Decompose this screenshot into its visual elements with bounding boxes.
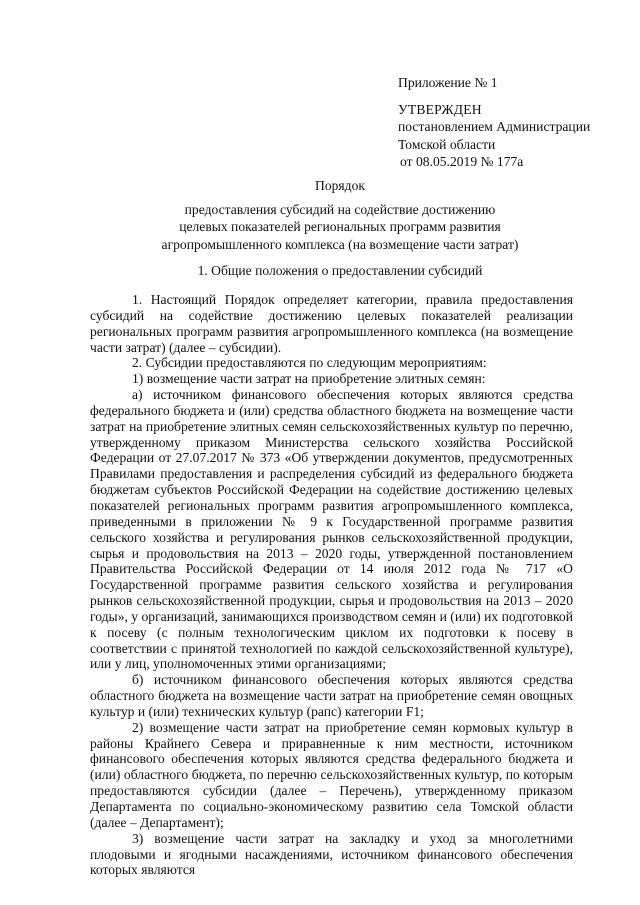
title-line-3: агропромышленного комплекса (на возмещение части затрат) — [161, 237, 519, 253]
title-line-1: предоставления субсидий на содействие достижению — [184, 201, 496, 217]
title-word: Порядок — [315, 178, 365, 193]
approved-label: УТВЕРЖДЕН — [398, 101, 482, 117]
paragraph-3: 1) возмещение части затрат на приобретение элитных семян: — [132, 371, 486, 387]
paragraph-1: 1. Настоящий Порядок определяет категории, правила предоставления субсидий на содействие достижению целевых показателей реализации региональных программ развития агропромышленного комплекса (на возмещение части затрат) (далее – субсидии). — [90, 292, 573, 355]
approval-date: от 08.05.2019 № 177а — [400, 154, 524, 169]
section-heading: 1. Общие положения о предоставлении субсидий — [197, 263, 483, 278]
paragraph-5: б) источником финансового обеспечения которых являются средства областного бюджета на возмещение части затрат на приобретение семян овощных культур и (или) технических культур (рапс) категории F1; — [90, 672, 573, 719]
paragraph-2: 2. Субсидии предоставляются по следующим мероприятиям: — [132, 355, 487, 371]
body-text — [90, 292, 573, 878]
title-line-2: целевых показателей региональных программ развития — [179, 219, 501, 235]
paragraph-4: а) источником финансового обеспечения которых являются средства федерального бюджета и (или) средства областного бюджета на возмещение части затрат на приобретение элитных семян сельскохозяйственных культур по перечню, утвержденному приказом Министерства сельского хозяйства Российской Федерации от 27.07.2017 № 373 «Об утверждении документов, предусмотренных Правилами предоставления и распределения субсидий из федерального бюджета бюджетам субъектов Российской Федерации на содействие достижению целевых показателей региональных программ развития агропромышленного комплекса, приведенными в приложении № 9 к Государственной программе развития сельского хозяйства и регулирования рынков сельскохозяйственной продукции, сырья и продовольствия на 2013 – 2020 годы, утвержденной постановлением Правительства Российской Федерации от 14 июля 2012 года № 717 «О Государственной программе развития сельского хозяйства и регулирования рынков сельскохозяйственной продукции, сырья и продовольствия на 2013 – 2020 годы», у организаций, занимающихся производством семян и (или) их подготовкой к посеву (с полным технологическим циклом их подготовки к посеву в соответствии с принятой технологией по каждой сельскохозяйственной культуре), или у лиц, уполномоченных этими организациями; — [90, 387, 573, 672]
document-title — [90, 177, 590, 254]
annex-label: Приложение № 1 — [398, 75, 498, 90]
approval-resolution-line: постановлением Администрации — [398, 119, 591, 134]
paragraph-7: 3) возмещение части затрат на закладку и уход за многолетними плодовыми и ягодными насаждениями, источником финансового обеспечения которых являются — [90, 830, 573, 878]
approval-region-line: Томской области — [398, 136, 496, 152]
paragraph-6: 2) возмещение части затрат на приобретение семян кормовых культур в районы Крайнего Севера и приравненные к ним местности, источником финансового обеспечения которых являются средства федерального бюджета и (или) областного бюджета, по перечню сельскохозяйственных культур, по которым предоставляются субсидии (далее – Перечень), утвержденному приказом Департамента по социально-экономическому развитию села Томской области (далее – Департамент); — [90, 719, 573, 830]
approval-block — [398, 74, 630, 171]
